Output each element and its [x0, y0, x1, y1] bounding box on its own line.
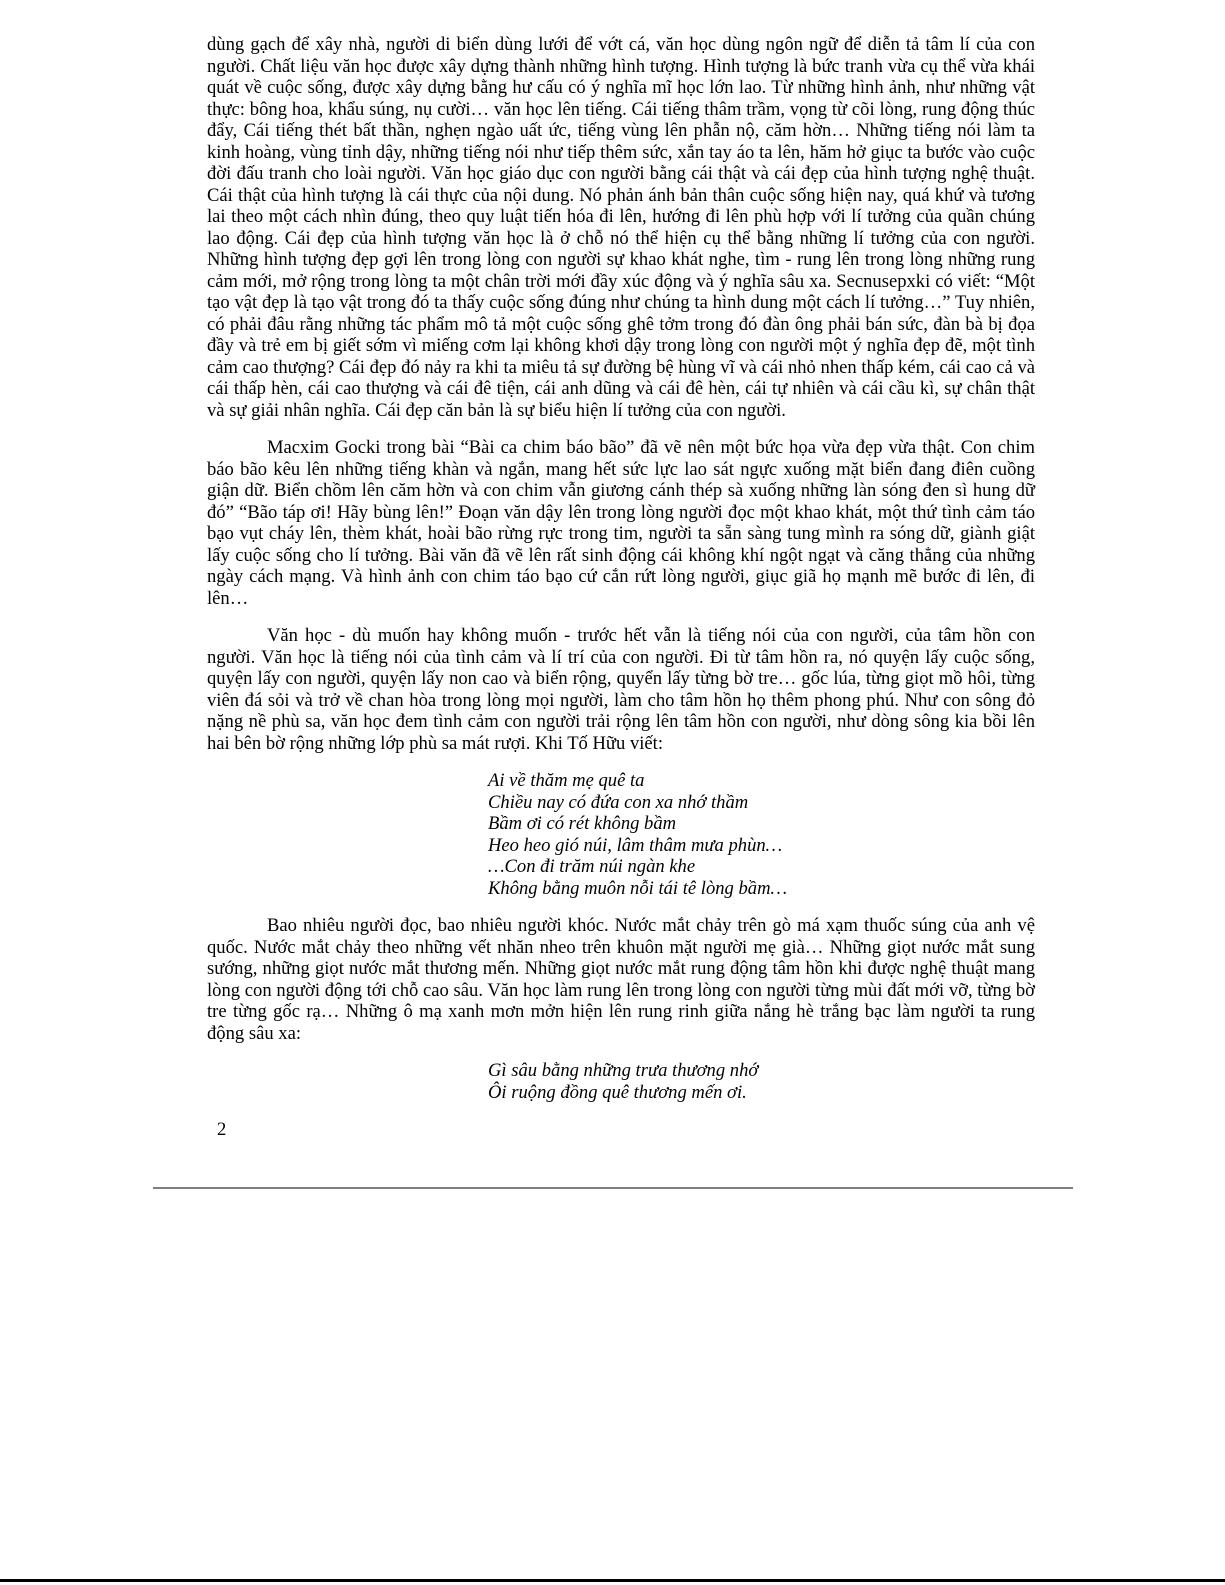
page-body-text [207, 34, 1035, 1141]
poem-line: Ai về thăm mẹ quê ta [488, 770, 645, 791]
body-paragraph-macxim-gocki: Macxim Gocki trong bài “Bài ca chim báo bão” đã vẽ nên một bức họa vừa đẹp vừa thật. Con chim báo bão kêu lên những tiếng khàn và ngắn, mang hết sức lực lao sát ngực xuống mặt biển đang điên cuồng giận dữ. Biển chồm lên căm hờn và con chim vẫn giương cánh thép sà xuống những làn sóng đen sì hung dữ đó” “Bão táp ơi! Hãy bùng lên!” Đoạn văn dậy lên trong lòng người đọc một khao khát, một thứ tình cảm táo bạo vụt cháy lên, thèm khát, hoài bão rừng rực trong tim, người ta sẵn sàng tung mình ra sóng dữ, giành giật lấy cuộc sống cho lí tưởng. Bài văn đã vẽ lên rất sinh động cái không khí ngột ngạt và căng thẳng của những ngày cách mạng. Và hình ảnh con chim táo bạo cứ cắn rứt lòng người, giục giã họ mạnh mẽ bước đi lên, đi lên… [207, 437, 1035, 609]
poem-line: Không bằng muôn nỗi tái tê lòng bầm… [488, 877, 788, 899]
poem-quote-gi-sau [488, 1060, 1035, 1103]
poem-line: Chiều nay có đứa con xa nhớ thầm [488, 791, 749, 813]
body-paragraph-van-hoc: Văn học - dù muốn hay không muốn - trước hết vẫn là tiếng nói của con người, của tâm hồn con người. Văn học là tiếng nói của tình cảm và lí trí của con người. Đi từ tâm hồn ra, nó quyện lấy cuộc sống, quyện lấy con người, quyện lấy non cao và biển rộng, quyển lấy từng bờ tre… gốc lúa, từng giọt mồ hôi, từng viên đá sỏi và trở về chan hòa trong lòng mọi người, làm cho tâm hồn họ thêm phong phú. Như con sông đỏ nặng nề phù sa, văn học đem tình cảm con người trải rộng lên tâm hồn con người, như dòng sông kia bồi lên hai bên bờ rộng những lớp phù sa mát rượi. Khi Tố Hữu viết: [207, 625, 1035, 754]
page-number: 2 [217, 1119, 227, 1140]
viewport-bottom-edge [0, 1579, 1225, 1582]
body-paragraph-bao-nhieu-nguoi-doc: Bao nhiêu người đọc, bao nhiêu người khóc. Nước mắt chảy trên gò má xạm thuốc súng của anh vệ quốc. Nước mắt chảy theo những vết nhăn nheo trên khuôn mặt người mẹ già… Những giọt nước mắt sung sướng, những giọt nước mắt thương mến. Những giọt nước mắt rung động tâm hồn khi được nghệ thuật mang lòng con người động tới chỗ cao sâu. Văn học làm rung lên trong lòng con người từng mùi đất mới vỡ, từng bờ tre từng gốc rạ… Những ô mạ xanh mơn mởn hiện lên rung rinh giữa nắng hè trắng bạc làm người ta rung động sâu xa: [207, 915, 1035, 1044]
poem-line: Heo heo gió núi, lâm thâm mưa phùn… [488, 834, 783, 856]
poem-line: …Con đi trăm núi ngàn khe [488, 856, 696, 877]
body-paragraph-continuation: dùng gạch để xây nhà, người di biển dùng lưới để vớt cá, văn học dùng ngôn ngữ để diễn tả tâm lí của con người. Chất liệu văn học được xây dựng thành những hình tượng. Hình tượng là bức tranh vừa cụ thể vừa khái quát về cuộc sống, được xây dựng bằng hư cấu có ý nghĩa mĩ học lớn lao. Từ những hình ảnh, như những vật thực: bông hoa, khẩu súng, nụ cười… văn học lên tiếng. Cái tiếng thâm trầm, vọng từ cõi lòng, rung động thúc đẩy, Cái tiếng thét bất thần, nghẹn ngào uất ức, tiếng vùng lên phẫn nộ, căm hờn… Những tiếng nói làm ta kinh hoàng, vùng tỉnh dậy, những tiếng nói như tiếp thêm sức, xắn tay áo ta lên, hăm hở giục ta bước vào cuộc đời đấu tranh cho loài người. Văn học giáo dục con người bằng cái thật và cái đẹp của hình tượng nghệ thuật. Cái thật của hình tượng là cái thực của nội dung. Nó phản ánh bản thân cuộc sống hiện nay, quá khứ và tương lai theo một cách nhìn đúng, theo quy luật tiến hóa đi lên, hướng đi lên phù hợp với lí tưởng của quần chúng lao động. Cái đẹp của hình tượng văn học là ở chỗ nó thể hiện cụ thể bằng những lí tưởng của con người. Những hình tượng đẹp gợi lên trong lòng con người sự khao khát nghe, tìm - rung lên trong lòng những rung cảm mới, mở rộng trong lòng ta một chân trời mới đầy xúc động và ý nghĩa sâu xa. Secnusepxki có viết: “Một tạo vật đẹp là tạo vật trong đó ta thấy cuộc sống đúng như chúng ta hình dung một cách lí tưởng…” Tuy nhiên, có phải đâu rằng những tác phẩm mô tả một cuộc sống ghê tởm trong đó đàn ông phải bán sức, đàn bà bị đọa đầy và trẻ em bị giết sớm vì miếng cơm lại không khơi dậy trong lòng con người một ý nghĩa đẹp đẽ, một tình cảm cao thượng? Cái đẹp đó nảy ra khi ta miêu tả sự đường bệ hùng vĩ và cái nhỏ nhen thấp kém, cái cao cả và cái thấp hèn, cái cao thượng và cái đê tiện, cái anh dũng và cái đê hèn, cái tự nhiên và cái cầu kì, sự chân thật và sự giải nhân nghĩa. Cái đẹp căn bản là sự biểu hiện lí tưởng của con người. [207, 34, 1035, 421]
poem-quote-bam-oi [488, 770, 1035, 899]
footer-separator-line [153, 1187, 1073, 1189]
poem-line: Ôi ruộng đồng quê thương mến ơi. [488, 1081, 747, 1103]
poem-line: Gì sâu bằng những trưa thương nhớ [488, 1060, 759, 1081]
poem-line: Bầm ơi có rét không bầm [488, 813, 677, 834]
